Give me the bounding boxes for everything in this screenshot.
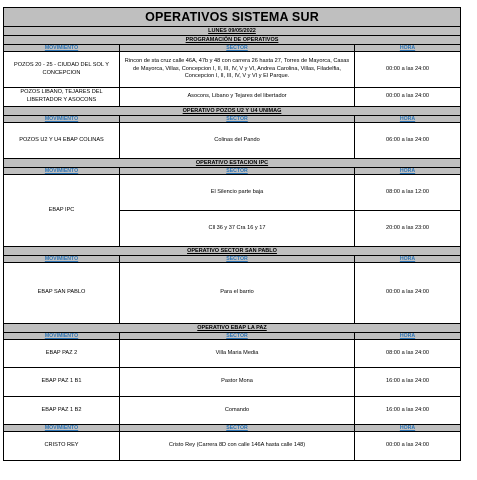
table-row	[4, 340, 460, 368]
operativos-table	[3, 7, 461, 461]
table-row	[4, 397, 460, 425]
table-row	[4, 432, 460, 460]
sector-cell: Cll 36 y 37 Cra 16 y 17	[208, 224, 266, 231]
header-sector: SECTOR	[120, 425, 355, 431]
column-header-row	[4, 45, 460, 52]
title-row	[4, 8, 460, 27]
hora-cell: 20:00 a las 23:00	[386, 224, 429, 231]
document-date: LUNES 09/05/2022	[4, 27, 460, 35]
table-row	[4, 88, 460, 107]
sector-cell: Villa Maria Media	[120, 340, 355, 367]
table-row	[4, 175, 460, 247]
column-header-row	[4, 256, 460, 263]
header-movimiento: MOVIMIENTO	[4, 116, 120, 122]
hora-cell: 00:00 a las 24:00	[386, 93, 429, 100]
table-row	[4, 123, 460, 159]
hora-cell: 08:00 a las 12:00	[355, 175, 460, 211]
hora-cell: 16:00 a las 24:00	[386, 378, 429, 385]
header-sector: SECTOR	[120, 45, 355, 51]
section-title: OPERATIVO SECTOR SAN PABLO	[4, 247, 460, 255]
header-sector: SECTOR	[120, 168, 355, 174]
date-row	[4, 27, 460, 36]
header-sector: SECTOR	[120, 116, 355, 122]
sector-group	[120, 175, 355, 246]
section-title-row	[4, 107, 460, 116]
movimiento-cell: EBAP IPC	[4, 175, 120, 246]
section-title-row	[4, 324, 460, 333]
table-row	[4, 368, 460, 397]
header-hora: HORA	[399, 256, 416, 262]
movimiento-cell: EBAP PAZ 1 B2	[4, 397, 120, 424]
hora-cell: 00:00 a las 24:00	[386, 289, 429, 296]
header-movimiento: MOVIMIENTO	[4, 168, 120, 174]
sector-cell: Para el barrio	[120, 263, 355, 323]
header-movimiento: MOVIMIENTO	[4, 45, 120, 51]
table-row	[4, 263, 460, 324]
section-title-row	[4, 247, 460, 256]
header-movimiento: MOVIMIENTO	[4, 256, 120, 262]
movimiento-cell: POZOS U2 Y U4 EBAP COLINAS	[4, 123, 120, 158]
section-title-row	[4, 159, 460, 168]
movimiento-cell: EBAP PAZ 2	[4, 340, 120, 367]
header-movimiento: MOVIMIENTO	[4, 425, 120, 431]
sector-cell: Comando	[120, 397, 355, 424]
movimiento-cell: CRISTO REY	[4, 432, 120, 460]
column-header-row	[4, 333, 460, 340]
hora-cell: 00:00 a las 24:00	[386, 65, 429, 72]
table-row	[4, 52, 460, 88]
section-title: OPERATIVO ESTACION IPC	[4, 159, 460, 167]
header-sector: SECTOR	[120, 256, 355, 262]
programming-title: PROGRAMACIÓN DE OPERATIVOS	[4, 36, 460, 44]
movimiento-cell: EBAP PAZ 1 B1	[4, 368, 120, 396]
sector-cell: Rincon de sta cruz calle 46A, 47b y 48 con carrera 26 hasta 27, Torres de Mayorca, Casas de Mayorca, Villas, Concepcion I, II, III, IV, V y VI, Andrea Carolina, Villas, Filadelfia, Concepcion I, II, III, IV, V y VI y El Parque.	[120, 52, 355, 87]
movimiento-cell: POZOS 20 - 25 - CIUDAD DEL SOL Y CONCEPCION	[4, 52, 120, 87]
sector-cell: Pastor Mona	[120, 368, 355, 396]
hora-cell: 08:00 a las 24:00	[386, 349, 429, 356]
column-header-row	[4, 425, 460, 432]
section-title: OPERATIVO POZOS U2 Y U4 UNIMAG	[4, 107, 460, 115]
programming-row	[4, 36, 460, 45]
header-hora: HORA	[399, 45, 416, 51]
hora-cell: 16:00 a las 24:00	[386, 406, 429, 413]
sector-cell: Cristo Rey (Carrera 8D con calle 146A hasta calle 148)	[120, 432, 355, 460]
sector-cell: Colinas del Pando	[120, 123, 355, 158]
column-header-row	[4, 116, 460, 123]
hora-cell: 06:00 a las 24:00	[386, 136, 429, 143]
section-title: OPERATIVO EBAP LA PAZ	[4, 324, 460, 332]
header-movimiento: MOVIMIENTO	[4, 333, 120, 339]
hora-cell: 00:00 a las 24:00	[386, 442, 429, 449]
header-sector: SECTOR	[120, 333, 355, 339]
header-hora: HORA	[399, 168, 416, 174]
column-header-row	[4, 168, 460, 175]
movimiento-cell: POZOS LIBANO, TEJARES DEL LIBERTADOR Y ASOCONS	[4, 88, 120, 106]
movimiento-cell: EBAP SAN PABLO	[4, 263, 120, 323]
hora-group	[355, 175, 460, 246]
sector-cell: El Silencio parte baja	[120, 175, 354, 211]
header-hora: HORA	[399, 116, 416, 122]
header-hora: HORA	[399, 333, 416, 339]
header-hora: HORA	[399, 425, 416, 431]
sector-cell: Asocons, Libano y Tejares del libertador	[120, 88, 355, 106]
document-title: OPERATIVOS SISTEMA SUR	[4, 8, 460, 26]
